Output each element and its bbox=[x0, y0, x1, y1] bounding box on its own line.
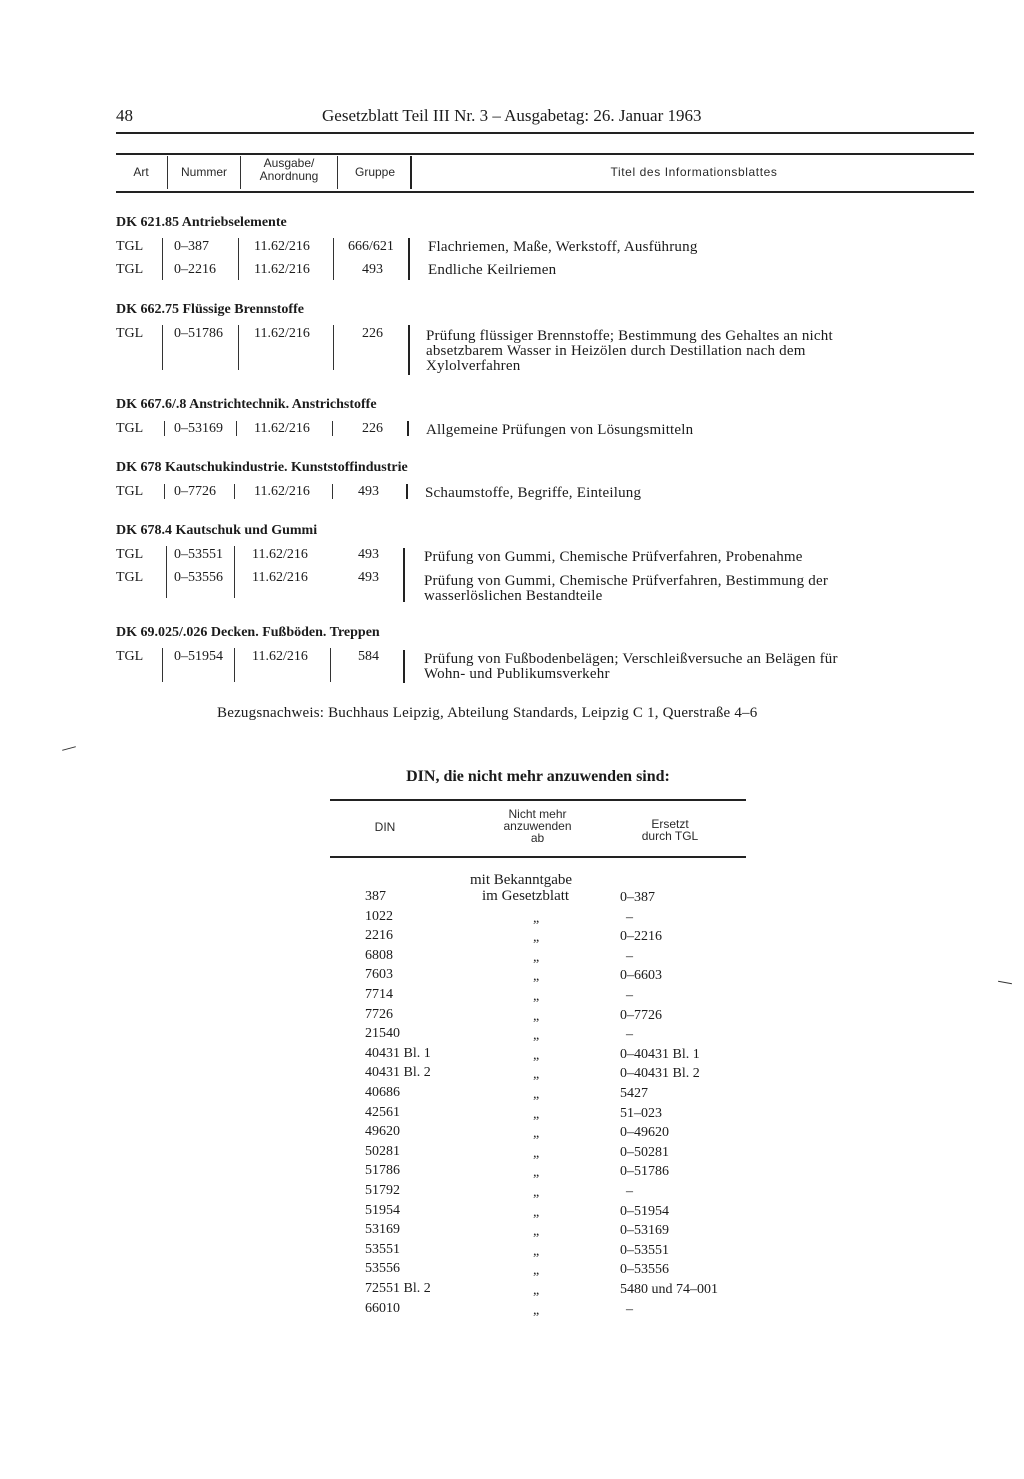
row-art: TGL bbox=[116, 547, 144, 562]
din-replacement-tgl: 0–53556 bbox=[620, 1262, 669, 1277]
din-number: 40431 Bl. 2 bbox=[365, 1065, 431, 1080]
din-number: 6808 bbox=[365, 948, 393, 963]
din-replacement-tgl: 0–40431 Bl. 1 bbox=[620, 1047, 700, 1062]
din-replacement-tgl: 0–387 bbox=[620, 890, 655, 905]
col-divider bbox=[236, 421, 237, 436]
din-number: 51792 bbox=[365, 1183, 400, 1198]
din-replacement-tgl: 51–023 bbox=[620, 1106, 662, 1121]
col-divider-bold bbox=[406, 484, 408, 499]
row-gruppe: 493 bbox=[362, 262, 383, 277]
row-ausgabe: 11.62/216 bbox=[254, 421, 310, 436]
din-replacement-tgl: 0–40431 Bl. 2 bbox=[620, 1066, 700, 1081]
din-col-header-ab-line3: ab bbox=[530, 831, 545, 845]
din-number: 66010 bbox=[365, 1301, 400, 1316]
col-divider-bold bbox=[410, 156, 412, 189]
col-header-nummer: Nummer bbox=[180, 165, 227, 179]
col-divider bbox=[333, 325, 334, 370]
row-nummer: 0–387 bbox=[174, 239, 209, 254]
row-titel-line: Prüfung von Fußbodenbelägen; Verschleißversuche an Belägen für bbox=[424, 651, 838, 667]
row-titel-line: Prüfung flüssiger Brennstoffe; Bestimmung des Gehaltes an nicht bbox=[426, 328, 833, 344]
section-heading: DK 662.75 Flüssige Brennstoffe bbox=[116, 302, 304, 317]
col-divider-bold bbox=[407, 421, 409, 436]
din-ditto-mark: „ bbox=[533, 1185, 540, 1200]
din-replacement-tgl: – bbox=[626, 1302, 633, 1317]
din-number: 2216 bbox=[365, 928, 393, 943]
din-ditto-mark: „ bbox=[533, 930, 540, 945]
col-divider bbox=[234, 546, 235, 598]
din-ditto-mark: „ bbox=[533, 1165, 540, 1180]
header-rule bbox=[116, 132, 974, 134]
din-ditto-mark: „ bbox=[533, 1224, 540, 1239]
row-titel-line: wasserlöslichen Bestandteile bbox=[424, 588, 603, 604]
din-replacement-tgl: – bbox=[626, 949, 633, 964]
row-gruppe: 226 bbox=[362, 326, 383, 341]
din-replacement-tgl: – bbox=[626, 1184, 633, 1199]
col-divider bbox=[166, 546, 167, 598]
din-ditto-mark: „ bbox=[533, 1263, 540, 1278]
col-header-art: Art bbox=[133, 165, 149, 179]
row-nummer: 0–53169 bbox=[174, 421, 223, 436]
din-ditto-mark: „ bbox=[533, 1126, 540, 1141]
row-art: TGL bbox=[116, 239, 144, 254]
din-ditto-mark: „ bbox=[533, 1107, 540, 1122]
col-header-ausgabe-line2: Anordnung bbox=[259, 169, 319, 183]
din-col-header-ersetzt-line1: Ersetzt bbox=[651, 817, 689, 831]
row-nummer: 0–53551 bbox=[174, 547, 223, 562]
din-replacement-tgl: 0–51786 bbox=[620, 1164, 669, 1179]
bezugsnachweis: Bezugsnachweis: Buchhaus Leipzig, Abteilung Standards, Leipzig C 1, Querstraße 4–6 bbox=[217, 705, 758, 721]
din-replacement-tgl: 0–51954 bbox=[620, 1204, 669, 1219]
din-number: 53169 bbox=[365, 1222, 400, 1237]
col-divider bbox=[164, 421, 165, 436]
col-divider bbox=[234, 484, 235, 499]
din-number: 7603 bbox=[365, 967, 393, 982]
din-ditto-mark: „ bbox=[533, 1048, 540, 1063]
row-nummer: 0–2216 bbox=[174, 262, 216, 277]
din-ditto-mark: „ bbox=[533, 1205, 540, 1220]
din-number: 53551 bbox=[365, 1242, 400, 1257]
din-replacement-tgl: 5427 bbox=[620, 1086, 648, 1101]
din-number: 72551 Bl. 2 bbox=[365, 1281, 431, 1296]
din-replacement-tgl: 0–53551 bbox=[620, 1243, 669, 1258]
col-divider bbox=[234, 648, 235, 682]
din-col-header-din: DIN bbox=[374, 820, 396, 834]
din-number: 53556 bbox=[365, 1261, 400, 1276]
row-titel: Flachriemen, Maße, Werkstoff, Ausführung bbox=[428, 239, 698, 255]
din-ditto-mark: „ bbox=[533, 1244, 540, 1259]
row-titel: Allgemeine Prüfungen von Lösungsmitteln bbox=[426, 422, 694, 438]
row-ausgabe: 11.62/216 bbox=[254, 262, 310, 277]
col-divider bbox=[240, 156, 241, 189]
din-replacement-tgl: 5480 und 74–001 bbox=[620, 1282, 718, 1297]
din-ditto-mark: „ bbox=[533, 1303, 540, 1318]
row-ausgabe: 11.62/216 bbox=[254, 484, 310, 499]
din-replacement-tgl: – bbox=[626, 1027, 633, 1042]
page-number: 48 bbox=[116, 106, 133, 125]
col-divider bbox=[238, 238, 239, 280]
table-top-rule bbox=[116, 153, 974, 155]
row-art: TGL bbox=[116, 484, 144, 499]
din-replacement-tgl: – bbox=[626, 910, 633, 925]
din-ditto-mark: „ bbox=[533, 989, 540, 1004]
running-title: Gesetzblatt Teil III Nr. 3 – Ausgabetag: 26. Januar 1963 bbox=[322, 106, 702, 125]
din-ditto-mark: „ bbox=[533, 1146, 540, 1161]
din-number: 40431 Bl. 1 bbox=[365, 1046, 431, 1061]
col-divider bbox=[167, 156, 168, 189]
col-divider bbox=[238, 325, 239, 370]
din-replacement-tgl: 0–2216 bbox=[620, 929, 662, 944]
row-titel: Prüfung von Gummi, Chemische Prüfverfahren, Probenahme bbox=[424, 549, 803, 565]
din-replacement-tgl: 0–50281 bbox=[620, 1145, 669, 1160]
din-table-header-rule bbox=[330, 856, 746, 858]
row-art: TGL bbox=[116, 649, 144, 664]
din-ditto-mark: „ bbox=[533, 1067, 540, 1082]
din-number: 7726 bbox=[365, 1007, 393, 1022]
din-replacement-tgl: – bbox=[626, 988, 633, 1003]
col-divider bbox=[162, 238, 163, 280]
col-divider-bold bbox=[408, 238, 410, 280]
row-ausgabe: 11.62/216 bbox=[254, 326, 310, 341]
din-replacement-tgl: 0–49620 bbox=[620, 1125, 669, 1140]
row-ausgabe: 11.62/216 bbox=[252, 547, 308, 562]
row-art: TGL bbox=[116, 262, 144, 277]
row-titel: Endliche Keilriemen bbox=[428, 262, 557, 278]
col-header-ausgabe-line1: Ausgabe/ bbox=[263, 156, 315, 170]
din-replacement-tgl: 0–7726 bbox=[620, 1008, 662, 1023]
section-heading: DK 69.025/.026 Decken. Fußböden. Treppen bbox=[116, 625, 380, 640]
col-divider bbox=[332, 484, 333, 499]
row-titel-line: Prüfung von Gummi, Chemische Prüfverfahren, Bestimmung der bbox=[424, 573, 829, 589]
section-heading: DK 678.4 Kautschuk und Gummi bbox=[116, 523, 318, 538]
row-gruppe: 493 bbox=[358, 484, 379, 499]
col-divider bbox=[162, 648, 163, 682]
din-number: 51786 bbox=[365, 1163, 400, 1178]
row-nummer: 0–51786 bbox=[174, 326, 223, 341]
row-titel-line: absetzbarem Wasser in Heizölen durch Destillation nach dem bbox=[426, 343, 806, 359]
din-number: 51954 bbox=[365, 1203, 400, 1218]
col-divider bbox=[337, 156, 338, 189]
col-header-titel: Titel des Informationsblattes bbox=[610, 165, 778, 179]
row-ausgabe: 11.62/216 bbox=[252, 570, 308, 585]
row-gruppe: 493 bbox=[358, 547, 379, 562]
din-col-header-ab-line1: Nicht mehr bbox=[508, 807, 567, 821]
row-gruppe: 666/621 bbox=[348, 239, 394, 254]
scan-speck bbox=[62, 746, 76, 751]
din-table-title: DIN, die nicht mehr anzuwenden sind: bbox=[406, 768, 670, 785]
row-art: TGL bbox=[116, 570, 144, 585]
col-divider bbox=[333, 238, 334, 280]
table-header-rule bbox=[116, 191, 974, 193]
row-ausgabe: 11.62/216 bbox=[254, 239, 310, 254]
din-first-ab-line1: mit Bekanntgabe bbox=[470, 872, 573, 888]
row-gruppe: 493 bbox=[358, 570, 379, 585]
row-nummer: 0–51954 bbox=[174, 649, 223, 664]
row-gruppe: 584 bbox=[358, 649, 379, 664]
row-art: TGL bbox=[116, 326, 144, 341]
din-number: 1022 bbox=[365, 909, 393, 924]
section-heading: DK 621.85 Antriebselemente bbox=[116, 215, 287, 230]
din-col-header-ab bbox=[480, 808, 595, 844]
din-number: 50281 bbox=[365, 1144, 400, 1159]
din-number: 387 bbox=[365, 889, 386, 904]
row-gruppe: 226 bbox=[362, 421, 383, 436]
din-ditto-mark: „ bbox=[533, 1087, 540, 1102]
col-divider bbox=[330, 648, 331, 682]
col-divider bbox=[164, 484, 165, 499]
din-number: 49620 bbox=[365, 1124, 400, 1139]
row-nummer: 0–7726 bbox=[174, 484, 216, 499]
row-titel: Schaumstoffe, Begriffe, Einteilung bbox=[425, 485, 642, 501]
din-number: 42561 bbox=[365, 1105, 400, 1120]
din-replacement-tgl: 0–53169 bbox=[620, 1223, 669, 1238]
din-ditto-mark: „ bbox=[533, 950, 540, 965]
section-heading: DK 667.6/.8 Anstrichtechnik. Anstrichstoffe bbox=[116, 397, 377, 412]
row-titel-line: Wohn- und Publikumsverkehr bbox=[424, 666, 610, 682]
col-divider-bold bbox=[403, 548, 405, 602]
col-header-ausgabe bbox=[243, 157, 335, 183]
din-number: 40686 bbox=[365, 1085, 400, 1100]
din-col-header-ersetzt bbox=[620, 818, 720, 842]
row-nummer: 0–53556 bbox=[174, 570, 223, 585]
col-header-gruppe: Gruppe bbox=[354, 165, 396, 179]
din-ditto-mark: „ bbox=[533, 1028, 540, 1043]
col-divider bbox=[332, 421, 333, 436]
din-first-ab-line2: im Gesetzblatt bbox=[482, 888, 570, 904]
col-divider bbox=[162, 325, 163, 370]
row-ausgabe: 11.62/216 bbox=[252, 649, 308, 664]
din-table-top-rule bbox=[330, 799, 746, 801]
din-col-header-ersetzt-line2: durch TGL bbox=[641, 829, 699, 843]
section-heading: DK 678 Kautschukindustrie. Kunststoffindustrie bbox=[116, 460, 408, 475]
col-divider-bold bbox=[408, 325, 410, 375]
din-ditto-mark: „ bbox=[533, 1009, 540, 1024]
row-titel-line: Xylolverfahren bbox=[426, 358, 521, 374]
din-number: 7714 bbox=[365, 987, 393, 1002]
din-number: 21540 bbox=[365, 1026, 400, 1041]
din-ditto-mark: „ bbox=[533, 1283, 540, 1298]
din-replacement-tgl: 0–6603 bbox=[620, 968, 662, 983]
row-art: TGL bbox=[116, 421, 144, 436]
din-col-header-ab-line2: anzuwenden bbox=[503, 819, 572, 833]
din-ditto-mark: „ bbox=[533, 969, 540, 984]
scan-speck bbox=[998, 981, 1012, 984]
din-ditto-mark: „ bbox=[533, 911, 540, 926]
col-divider-bold bbox=[403, 650, 405, 683]
